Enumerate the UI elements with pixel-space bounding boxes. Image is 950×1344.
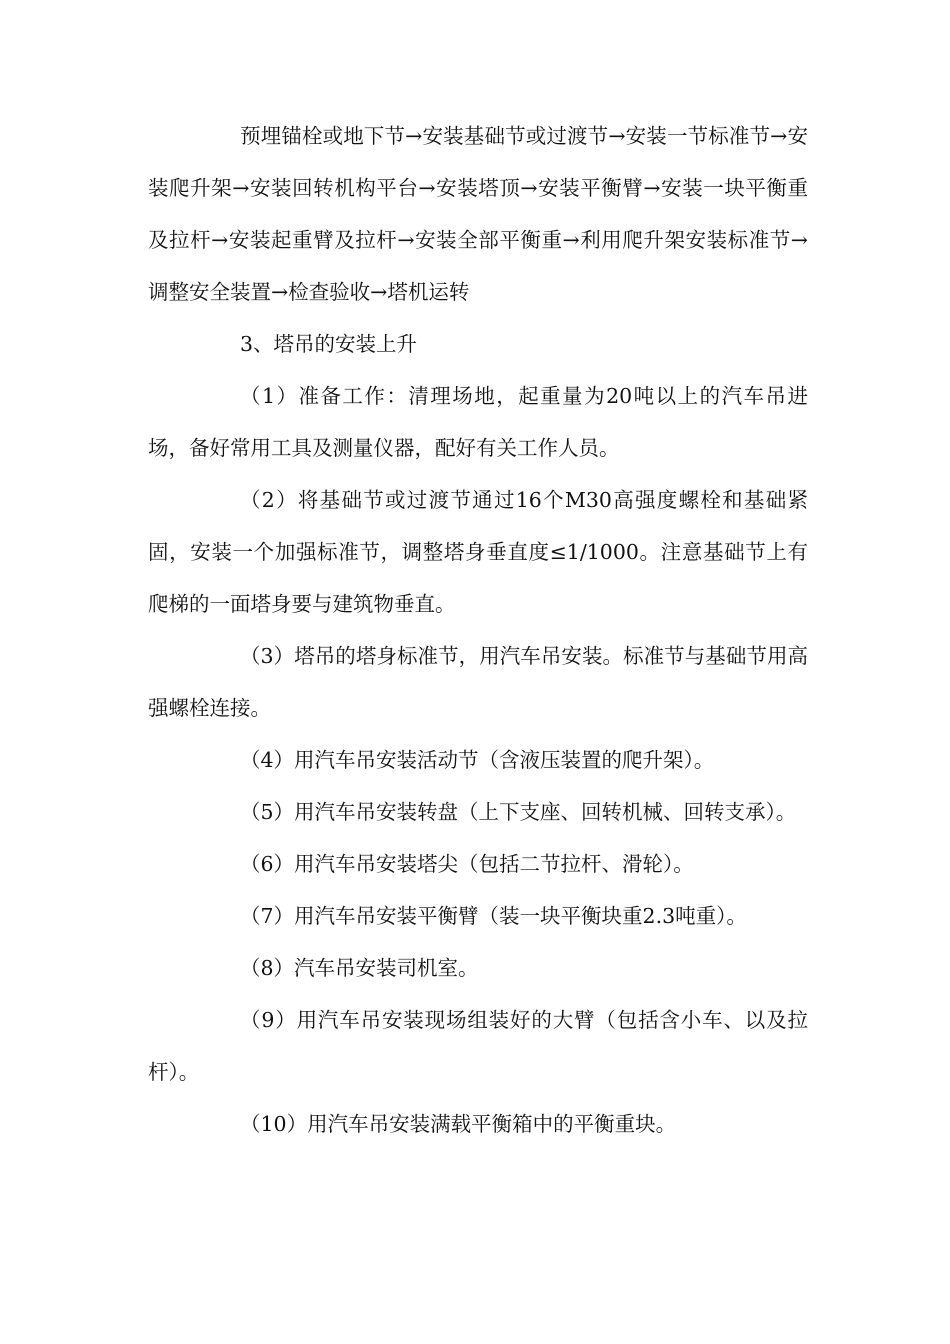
paragraph-step-6-tower-top: （6）用汽车吊安装塔尖（包括二节拉杆、滑轮）。 <box>240 852 694 876</box>
paragraph-step-4-climbing-frame: （4）用汽车吊安装活动节（含液压装置的爬升架）。 <box>240 748 715 772</box>
paragraph-step-2-base-section: （2）将基础节或过渡节通过16个M30高强度螺栓和基础紧固，安装一个加强标准节，调整塔身垂直度≤1/1000。注意基础节上有爬梯的一面塔身要与建筑物垂直。 <box>148 488 808 616</box>
document-body <box>148 110 808 1150</box>
paragraph-step-9-jib: （9）用汽车吊安装现场组装好的大臂（包括含小车、以及拉杆）。 <box>148 1008 808 1084</box>
paragraph-step-5-turntable: （5）用汽车吊安装转盘（上下支座、回转机械、回转支承）。 <box>240 800 797 824</box>
paragraph-installation-sequence: 预埋锚栓或地下节→安装基础节或过渡节→安装一节标准节→安装爬升架→安装回转机构平台→安装塔顶→安装平衡臂→安装一块平衡重及拉杆→安装起重臂及拉杆→安装全部平衡重→利用爬升架安装标准节→调整安全装置→检查验收→塔机运转 <box>148 124 808 304</box>
paragraph-step-3-standard-section: （3）塔吊的塔身标准节，用汽车吊安装。标准节与基础节用高强螺栓连接。 <box>148 644 808 720</box>
section-heading-tower-crane-installation: 3、塔吊的安装上升 <box>240 332 418 356</box>
paragraph-step-8-cab: （8）汽车吊安装司机室。 <box>240 956 479 980</box>
paragraph-step-10-counterweight: （10）用汽车吊安装满载平衡箱中的平衡重块。 <box>240 1112 677 1136</box>
paragraph-step-1-preparation: （1）准备工作：清理场地，起重量为20吨以上的汽车吊进场，备好常用工具及测量仪器，配好有关工作人员。 <box>148 384 808 460</box>
paragraph-step-7-counter-jib: （7）用汽车吊安装平衡臂（装一块平衡块重2.3吨重）。 <box>240 904 747 928</box>
